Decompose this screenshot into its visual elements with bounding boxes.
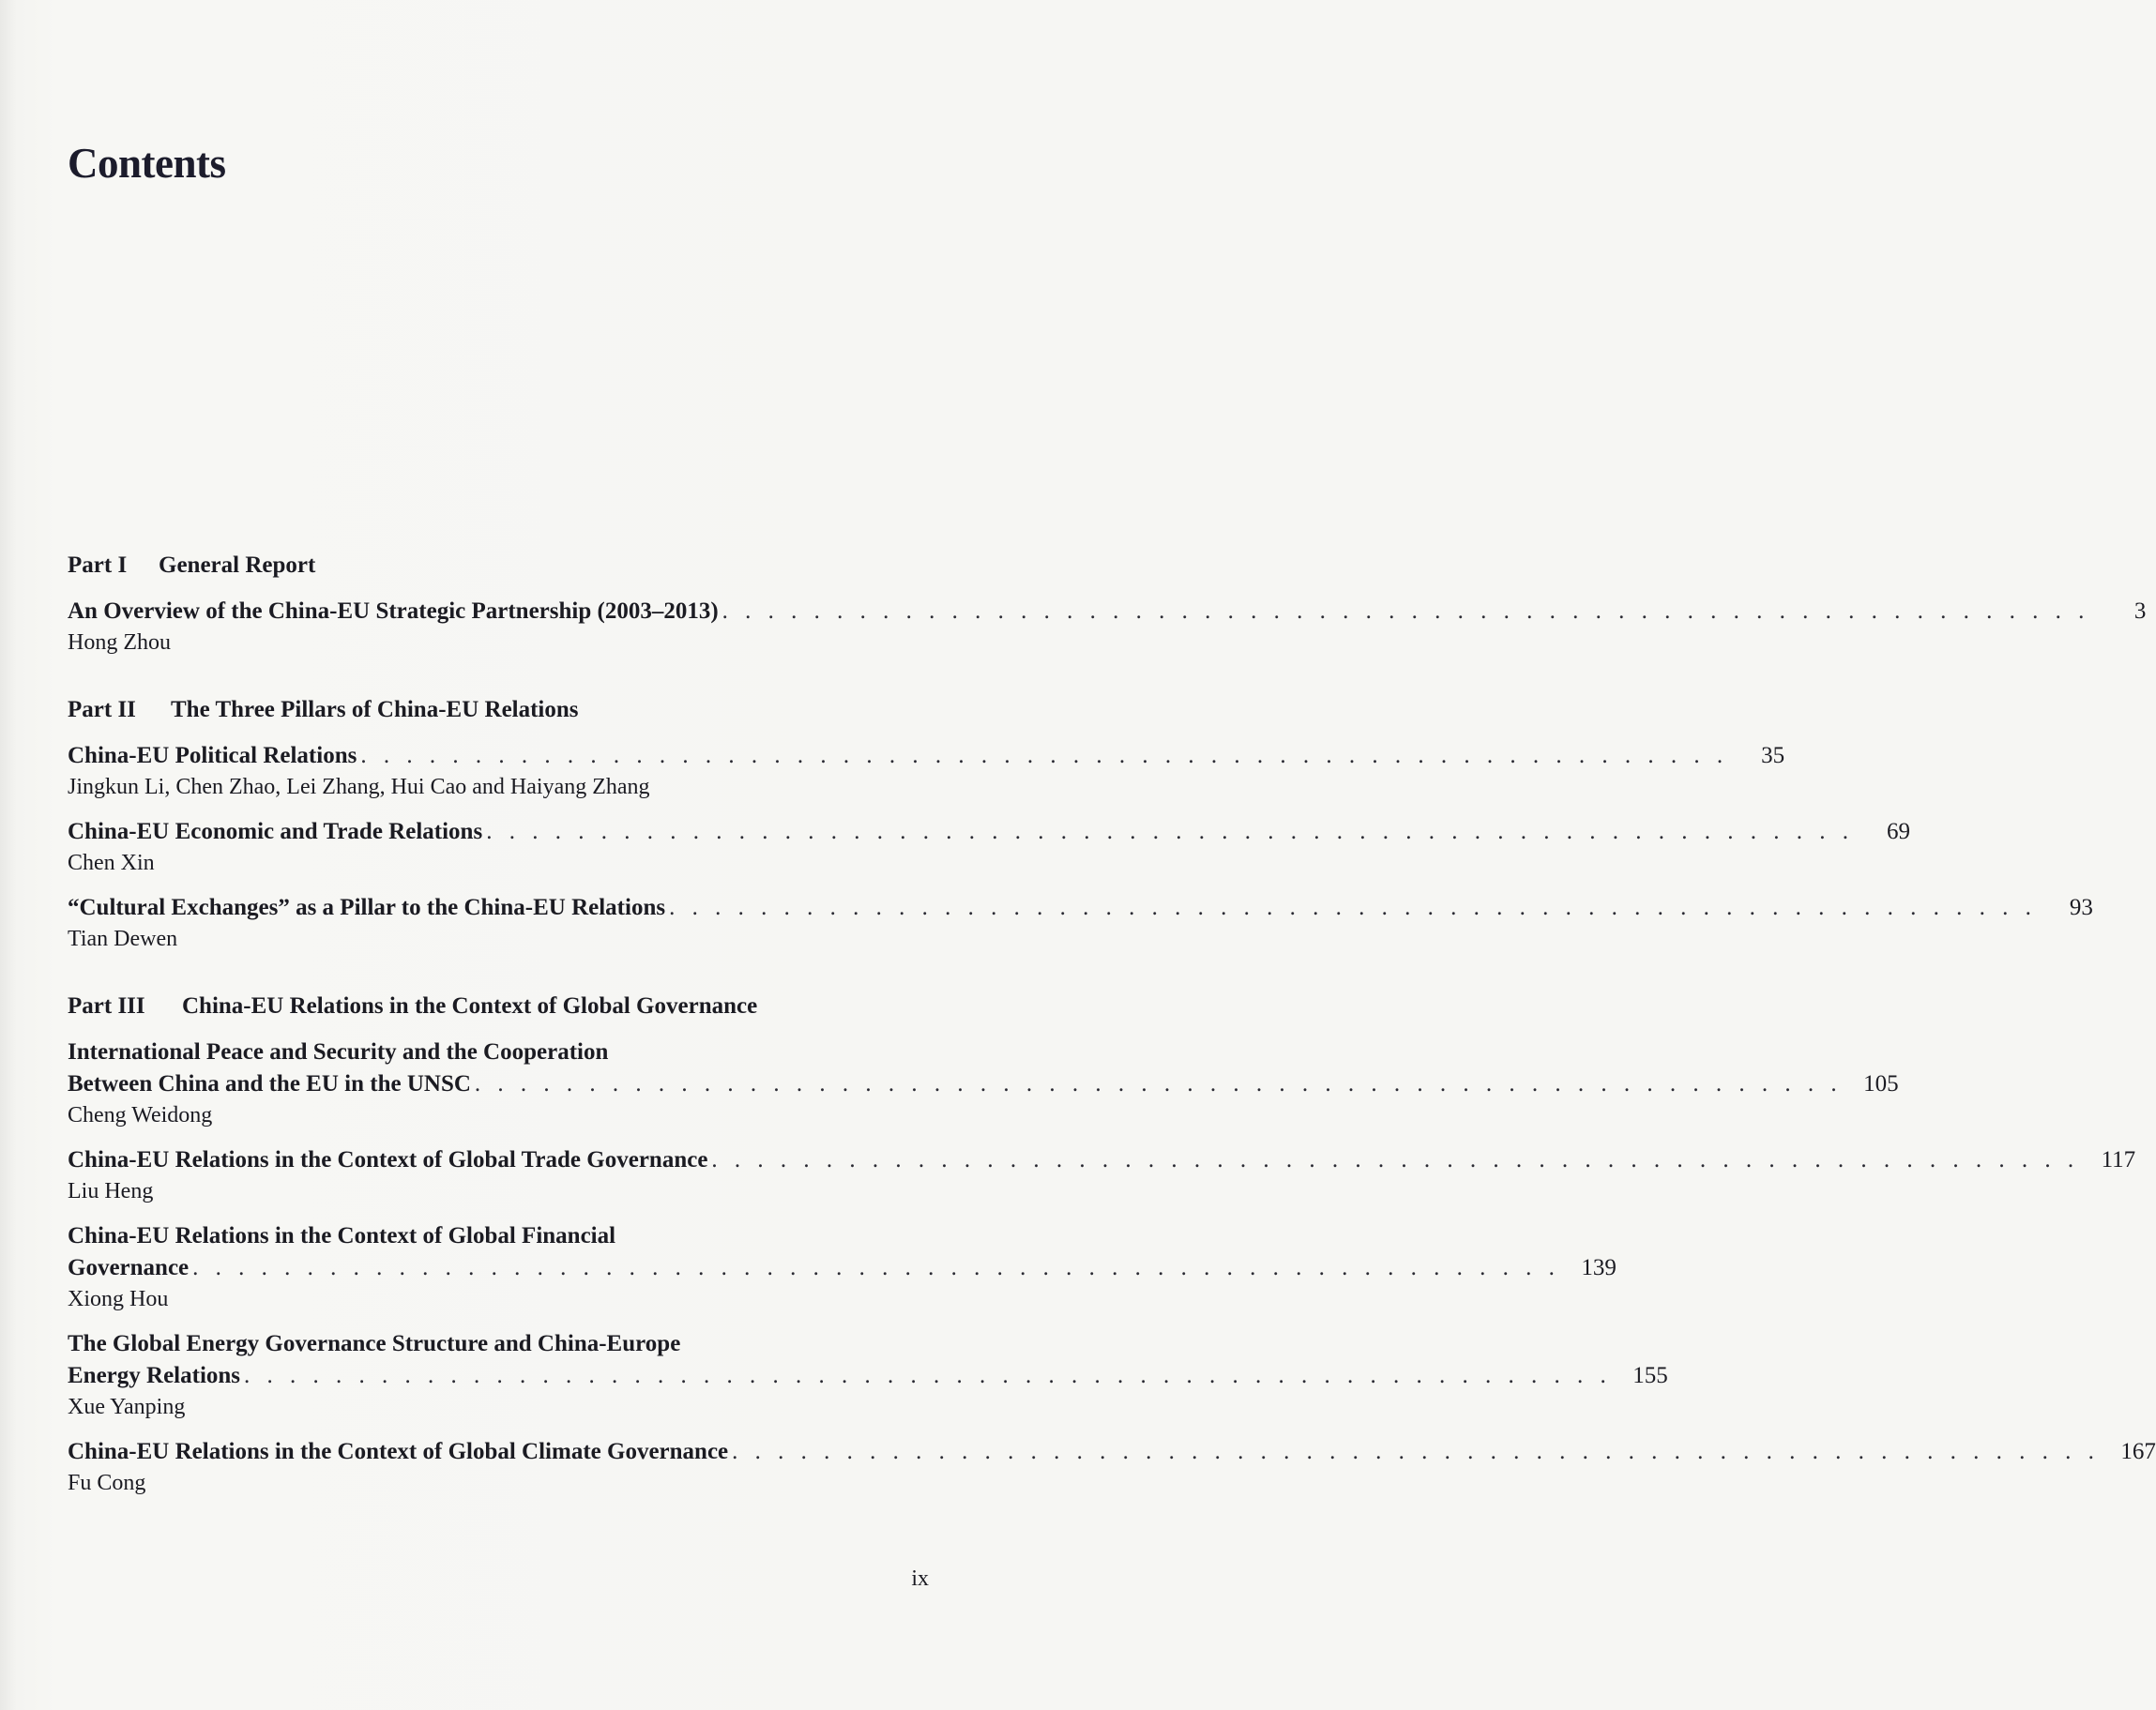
entry-title: China-EU Relations in the Context of Global Trade Governance (68, 1147, 708, 1173)
entry-title: China-EU Political Relations (68, 743, 357, 768)
part-heading (68, 550, 929, 582)
entry-author: Liu Heng (68, 1179, 154, 1203)
page-title: Contents (68, 140, 226, 188)
dot-leader: . . . . . . . . . . . . . . . . . . . . . . . . . . . . . . . . . . . . . . . . . . . . . . . . . . . . . . . . . . . . (360, 743, 1729, 768)
entry-title-line (68, 892, 2093, 924)
dot-leader: . . . . . . . . . . . . . . . . . . . . . . . . . . . . . . . . . . . . . . . . . . . . . . . . . . . . . . . . . . . . (732, 1439, 2100, 1464)
entry-title-line (68, 596, 2147, 628)
dot-leader: . . . . . . . . . . . . . . . . . . . . . . . . . . . . . . . . . . . . . . . . . . . . . . . . . . . . . . . . . . . . (721, 598, 2090, 624)
dot-leader: . . . . . . . . . . . . . . . . . . . . . . . . . . . . . . . . . . . . . . . . . . . . . . . . . . . . . . . . . . . . (192, 1255, 1560, 1280)
part-number: Part I (68, 552, 128, 578)
toc-entry[interactable] (68, 740, 1785, 803)
dot-leader: . . . . . . . . . . . . . . . . . . . . . . . . . . . . . . . . . . . . . . . . . . . . . . . . . . . . . . . . . . . . (711, 1147, 2080, 1173)
toc-part (68, 991, 2156, 1499)
entry-title-continuation: Governance (68, 1255, 190, 1280)
entry-title: China-EU Relations in the Context of Global Financial (68, 1223, 616, 1248)
page-number: 93 (2069, 895, 2093, 920)
part-title: General Report (159, 552, 316, 578)
toc-entry[interactable] (68, 1328, 1668, 1423)
entry-author: Chen Xin (68, 851, 155, 875)
toc-entry[interactable] (68, 1220, 1617, 1315)
entry-title: China-EU Relations in the Context of Global Climate Governance (68, 1439, 729, 1464)
entry-author: Fu Cong (68, 1471, 146, 1495)
page-number: 155 (1632, 1363, 1668, 1388)
entry-title-line (68, 1360, 1668, 1392)
entry-title: China-EU Economic and Trade Relations (68, 819, 483, 844)
dot-leader: . . . . . . . . . . . . . . . . . . . . . . . . . . . . . . . . . . . . . . . . . . . . . . . . . . . . . . . . . . . . (486, 819, 1854, 844)
part-number: Part III (68, 993, 145, 1019)
page-number: 139 (1581, 1255, 1617, 1280)
dot-leader: . . . . . . . . . . . . . . . . . . . . . . . . . . . . . . . . . . . . . . . . . . . . . . . . . . . . . . . . . . . . (669, 895, 2037, 920)
entry-title-line (68, 740, 1785, 772)
part-number: Part II (68, 697, 136, 722)
entry-author: Xiong Hou (68, 1287, 169, 1311)
dot-leader: . . . . . . . . . . . . . . . . . . . . . . . . . . . . . . . . . . . . . . . . . . . . . . . . . . . . . . . . . . . . (474, 1071, 1843, 1097)
toc-entry[interactable] (68, 1436, 2156, 1499)
entry-title-line (68, 816, 1910, 848)
page-folio: ix (911, 1566, 929, 1591)
toc-part (68, 694, 2093, 955)
entry-title-continuation: Energy Relations (68, 1363, 241, 1388)
table-of-contents (68, 550, 2156, 1512)
toc-entry[interactable] (68, 892, 2093, 955)
toc-part (68, 550, 2147, 658)
part-title: The Three Pillars of China-EU Relations (171, 697, 579, 722)
entry-title-block (68, 1220, 1617, 1284)
entry-title-block (68, 1328, 1668, 1392)
entry-title-line (68, 1436, 2156, 1468)
entry-author: Hong Zhou (68, 630, 171, 655)
entry-title-block (68, 1037, 1899, 1100)
entry-title: “Cultural Exchanges” as a Pillar to the China-EU Relations (68, 895, 666, 920)
dot-leader: . . . . . . . . . . . . . . . . . . . . . . . . . . . . . . . . . . . . . . . . . . . . . . . . . . . . . . . . . . . . (244, 1363, 1612, 1388)
toc-entry[interactable] (68, 596, 2147, 658)
entry-author: Tian Dewen (68, 927, 178, 951)
entry-author: Cheng Weidong (68, 1103, 213, 1127)
entry-author: Jingkun Li, Chen Zhao, Lei Zhang, Hui Cao and Haiyang Zhang (68, 775, 650, 799)
toc-entry[interactable] (68, 1144, 2136, 1207)
page-number: 35 (1761, 743, 1785, 768)
page-number: 117 (2101, 1147, 2136, 1173)
page-number: 69 (1886, 819, 1910, 844)
show-through-decoration (338, 124, 343, 148)
part-heading (68, 694, 929, 726)
part-heading (68, 991, 929, 1022)
entry-title: The Global Energy Governance Structure and China-Europe (68, 1331, 681, 1356)
entry-title-line (68, 1144, 2136, 1176)
page-number: 105 (1863, 1071, 1899, 1097)
page-number: 3 (2133, 598, 2147, 624)
entry-title-line (68, 1068, 1899, 1100)
toc-entry[interactable] (68, 816, 1910, 879)
part-title: China-EU Relations in the Context of Global Governance (182, 993, 758, 1019)
entry-author: Xue Yanping (68, 1395, 186, 1419)
entry-title: International Peace and Security and the Cooperation (68, 1039, 609, 1065)
entry-title-line (68, 1252, 1617, 1284)
entry-title-continuation: Between China and the EU in the UNSC (68, 1071, 471, 1097)
toc-entry[interactable] (68, 1037, 1899, 1131)
page-number: 167 (2120, 1439, 2156, 1464)
entry-title: An Overview of the China-EU Strategic Partnership (2003–2013) (68, 598, 719, 624)
